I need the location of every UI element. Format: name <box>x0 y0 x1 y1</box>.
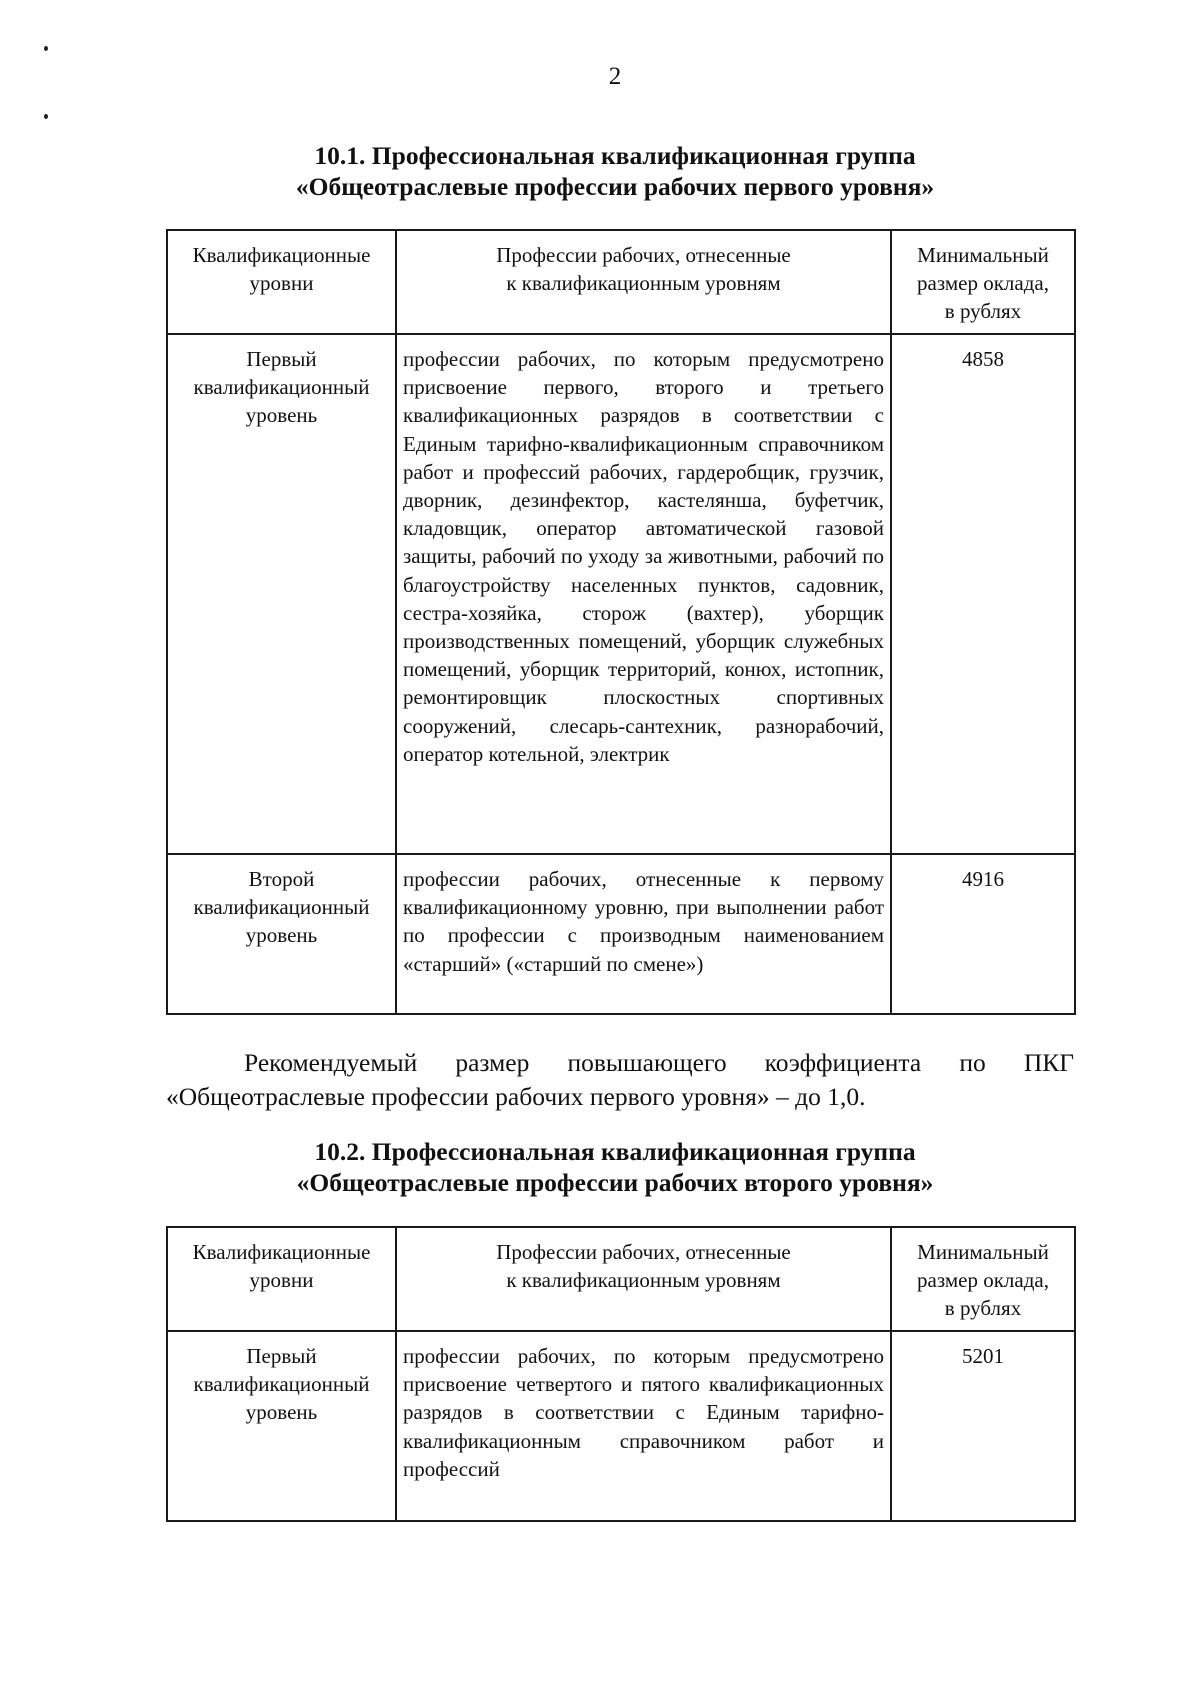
level-cell <box>167 334 396 854</box>
level-text: уровень <box>245 1400 318 1425</box>
level-cell <box>167 854 396 1014</box>
header-text: в рублях <box>944 299 1022 324</box>
section-title-10-1 <box>150 140 1080 202</box>
header-salary <box>891 230 1075 334</box>
header-text: размер оклада, <box>917 1268 1049 1293</box>
header-text: Минимальный <box>917 243 1049 267</box>
salary-cell: 5201 <box>891 1331 1075 1521</box>
table-row <box>167 1331 1075 1521</box>
level-text: уровень <box>245 403 318 428</box>
table-row <box>167 334 1075 854</box>
level-text: уровень <box>245 923 318 948</box>
header-text: Профессии рабочих, отнесенные <box>496 1240 791 1264</box>
header-salary <box>891 1227 1075 1331</box>
header-text: в рублях <box>944 1296 1022 1321</box>
table-header-row <box>167 1227 1075 1331</box>
level-text: квалификационный <box>193 895 370 920</box>
header-text: Квалификационные <box>192 1240 371 1264</box>
scan-speck <box>44 114 48 119</box>
salary-cell: 4858 <box>891 334 1075 854</box>
header-text: к квалификационным уровням <box>506 1268 781 1293</box>
level-text: Второй <box>248 867 315 891</box>
table-row <box>167 854 1075 1014</box>
header-text: уровни <box>249 1268 314 1293</box>
qualification-table-10-2 <box>166 1226 1076 1522</box>
section-title-line: «Общеотраслевые профессии рабочих первого уровня» <box>295 172 935 201</box>
scan-speck <box>44 46 48 51</box>
salary-cell: 4916 <box>891 854 1075 1014</box>
header-text: Профессии рабочих, отнесенные <box>496 243 791 267</box>
recommendation-line: «Общеотраслевые профессии рабочих первого уровня» – до 1,0. <box>166 1082 866 1111</box>
header-text: Минимальный <box>917 1240 1049 1264</box>
section-title-line: 10.2. Профессиональная квалификационная группа <box>314 1137 916 1166</box>
table-header-row <box>167 230 1075 334</box>
recommendation-line: Рекомендуемый размер повышающего коэффициента по ПКГ <box>244 1048 1074 1077</box>
professions-cell: профессии рабочих, отнесенные к первому квалификационному уровню, при выполнении работ по профессии с производным наименованием «старший» («старший по смене») <box>396 854 891 1014</box>
header-text: размер оклада, <box>917 271 1049 296</box>
header-levels <box>167 1227 396 1331</box>
section-title-10-2 <box>150 1136 1080 1198</box>
professions-cell: профессии рабочих, по которым предусмотрено присвоение первого, второго и третьего квалификационных разрядов в соответствии с Единым тарифно-квалификационным справочником работ и профессий рабочих, гардеробщик, грузчик, дворник, дезинфектор, кастелянша, буфетчик, кладовщик, оператор автоматической газовой защиты, рабочий по уходу за животными, рабочий по благоустройству населенных пунктов, садовник, сестра-хозяйка, сторож (вахтер), уборщик производственных помещений, уборщик служебных помещений, уборщик территорий, конюх, истопник, ремонтировщик плоскостных спортивных сооружений, слесарь-сантехник, разнорабочий, оператор котельной, электрик <box>396 334 891 854</box>
professions-cell: профессии рабочих, по которым предусмотрено присвоение четвертого и пятого квалификационных разрядов в соответствии с Единым тарифно-квалификационным справочником работ и профессий <box>396 1331 891 1521</box>
recommendation-paragraph <box>166 1046 1074 1114</box>
header-text: к квалификационным уровням <box>506 271 781 296</box>
header-text: уровни <box>249 271 314 296</box>
qualification-table-10-1 <box>166 229 1076 1015</box>
level-text: Первый <box>246 1344 317 1368</box>
header-professions <box>396 1227 891 1331</box>
section-title-line: «Общеотраслевые профессии рабочих второго уровня» <box>296 1168 934 1197</box>
level-text: Первый <box>246 347 317 371</box>
level-cell <box>167 1331 396 1521</box>
header-professions <box>396 230 891 334</box>
section-title-line: 10.1. Профессиональная квалификационная группа <box>314 141 916 170</box>
level-text: квалификационный <box>193 1372 370 1397</box>
page-number: 2 <box>608 63 622 90</box>
level-text: квалификационный <box>193 375 370 400</box>
header-levels <box>167 230 396 334</box>
header-text: Квалификационные <box>192 243 371 267</box>
